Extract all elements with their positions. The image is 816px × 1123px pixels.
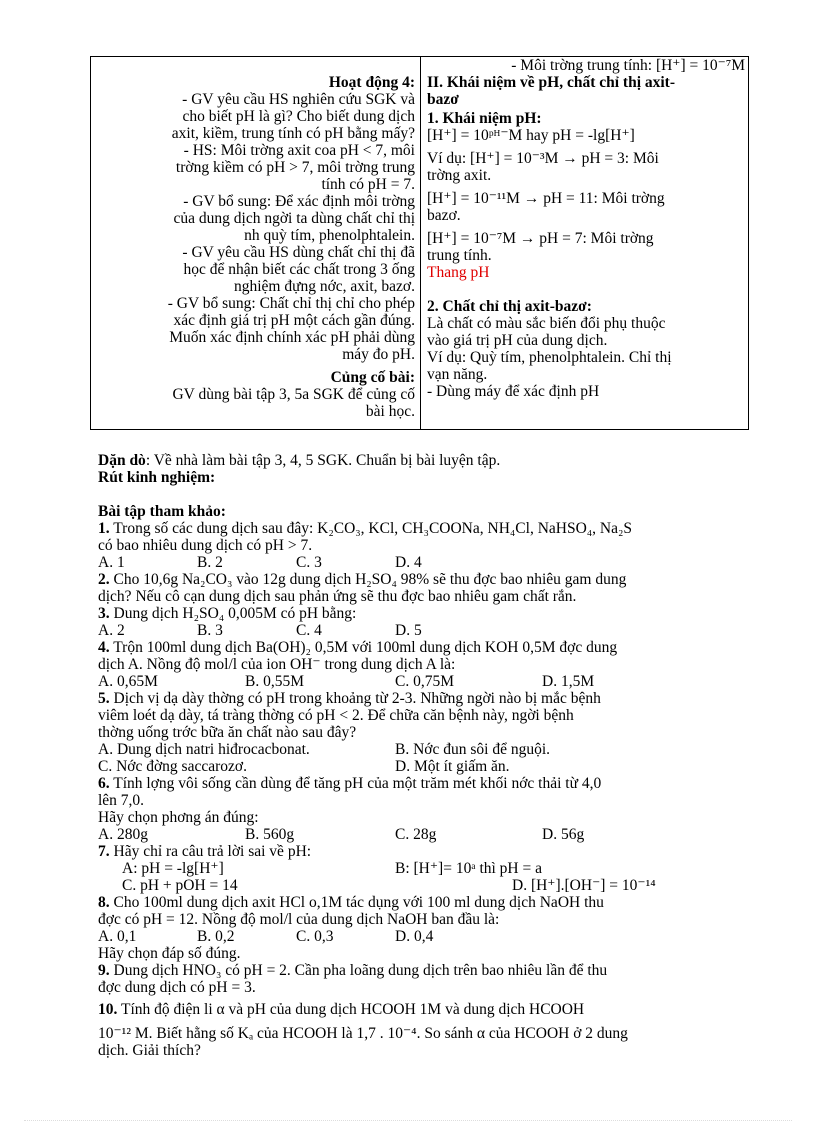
question-8: 8. Cho 100ml dung dịch axit HCl o,1M tác dụng với 100 ml dung dịch NaOH thu (98, 894, 604, 911)
q8-option-c: C. 0,3 (296, 928, 334, 945)
q4-option-d: D. 1,5M (542, 673, 595, 690)
section-title: II. Khái niệm về pH, chất chỉ thị axit- (427, 74, 676, 91)
left-line: axit, kiềm, trung tính có pH bằng mấy? (171, 125, 415, 142)
left-line: nh quỳ tím, phenolphtalein. (244, 227, 415, 244)
page-bottom-rule (24, 1120, 792, 1121)
left-line: - GV yêu cầu HS dùng chất chỉ thị đã (182, 244, 415, 261)
question-6-cont: lên 7,0. (98, 792, 145, 809)
left-line: trờng kiềm có pH > 7, môi trờng trung (175, 159, 415, 176)
q5-option-c: C. Nớc đờng saccarozơ. (98, 758, 247, 775)
lesson-table (90, 56, 749, 430)
table-divider (420, 57, 421, 429)
q7-option-a: A: pH = -lg[H⁺] (122, 860, 224, 877)
ph-definition: [H⁺] = 10ᵖᴴ⁻M hay pH = -lg[H⁺] (427, 127, 635, 144)
left-line: máy đo pH. (342, 346, 415, 363)
example-2-cont: bazơ. (427, 207, 461, 224)
question-6: 6. Tính lợng vôi sống cần dùng để tăng pH của một trăm mét khối nớc thải từ 4,0 (98, 775, 602, 792)
question-6-prompt: Hãy chọn phơng án đúng: (98, 809, 259, 826)
example-3-cont: trung tính. (427, 247, 492, 264)
question-7: 7. Hãy chỉ ra câu trả lời sai về pH: (98, 843, 312, 860)
question-2-cont: dịch? Nếu cô cạn dung dịch sau phản ứng sẽ thu đợc bao nhiêu gam chất rắn. (98, 588, 577, 605)
example-2: [H⁺] = 10⁻¹¹M → pH = 11: Môi trờng (427, 190, 665, 207)
question-1-cont: có bao nhiêu dung dịch có pH > 7. (98, 537, 313, 554)
q6-option-d: D. 56g (542, 826, 585, 843)
question-9-cont: đợc dung dịch có pH = 3. (98, 979, 256, 996)
example-1: Ví dụ: [H⁺] = 10⁻³M → pH = 3: Môi (427, 150, 659, 167)
section-title-cont: bazơ (427, 91, 459, 108)
q1-option-b: B. 2 (197, 554, 223, 571)
question-9: 9. Dung dịch HNO₃ có pH = 2. Cần pha loãng dung dịch trên bao nhiêu lần để thu (98, 962, 608, 979)
left-line: bài học. (365, 403, 415, 420)
left-line: nghiệm đựng nớc, axit, bazơ. (233, 278, 415, 295)
q6-option-a: A. 280g (98, 826, 148, 843)
subheading-indicator: 2. Chất chỉ thị axit-bazơ: (427, 298, 592, 315)
neutral-env-line: - Môi trờng trung tính: [H⁺] = 10⁻⁷M (511, 57, 745, 74)
question-2: 2. Cho 10,6g Na₂CO₃ vào 12g dung dịch H₂SO₄ 98% sẽ thu đợc bao nhiêu gam dung (98, 571, 627, 588)
question-8-cont: đợc có pH = 12. Nồng độ mol/l của dung dịch NaOH ban đầu là: (98, 911, 500, 928)
question-5-cont2: thờng uống trớc bữa ăn chất nào sau đây? (98, 724, 357, 741)
q3-option-b: B. 3 (197, 622, 223, 639)
q6-option-b: B. 560g (245, 826, 295, 843)
q3-option-c: C. 4 (296, 622, 322, 639)
question-10-cont: 10⁻¹² M. Biết hằng số Kₐ của HCOOH là 1,7 . 10⁻⁴. So sánh α của HCOOH ở 2 dung (98, 1025, 628, 1042)
q7-option-b: B: [H⁺]= 10ᵃ thì pH = a (395, 860, 543, 877)
left-line: của dung dịch ngời ta dùng chất chỉ thị (173, 210, 415, 227)
question-5-cont: viêm loét dạ dày, tá tràng thờng có pH < 2. Để chữa căn bệnh này, ngời bệnh (98, 707, 574, 724)
content-column (427, 57, 745, 400)
q6-option-c: C. 28g (395, 826, 437, 843)
indicator-line: Là chất có màu sắc biến đổi phụ thuộc (427, 315, 666, 332)
left-line: tính có pH = 7. (321, 176, 415, 193)
q1-option-a: A. 1 (98, 554, 125, 571)
q1-option-d: D. 4 (395, 554, 422, 571)
question-10-cont2: dịch. Giải thích? (98, 1042, 201, 1059)
left-line: GV dùng bài tập 3, 5a SGK để củng cố (172, 386, 415, 403)
homework-label: Dặn dò (98, 452, 146, 469)
q7-option-c: C. pH + pOH = 14 (122, 877, 238, 894)
indicator-line: - Dùng máy để xác định pH (427, 383, 600, 400)
left-line: Muốn xác định chính xác pH phải dùng (169, 329, 415, 346)
left-line: - GV yêu cầu HS nghiên cứu SGK và (182, 91, 415, 108)
q3-option-d: D. 5 (395, 622, 422, 639)
exercises-title: Bài tập tham khảo: (98, 503, 226, 520)
left-line: - GV bổ sung: Chất chỉ thị chỉ cho phép (167, 295, 415, 312)
q4-option-c: C. 0,75M (395, 673, 454, 690)
question-10: 10. Tính độ điện li α và pH của dung dịch HCOOH 1M và dung dịch HCOOH (98, 1001, 585, 1018)
homework-text: : Về nhà làm bài tập 3, 4, 5 SGK. Chuẩn bị bài luyện tập. (145, 452, 501, 469)
left-line: - GV bổ sung: Để xác định môi trờng (183, 193, 415, 210)
experience-label: Rút kinh nghiệm: (98, 469, 216, 486)
indicator-line: vào giá trị pH của dung dịch. (427, 332, 608, 349)
q8-option-d: D. 0,4 (395, 928, 434, 945)
question-1: 1. Trong số các dung dịch sau đây: K₂CO₃, KCl, CH₃COONa, NH₄Cl, NaHSO₄, Na₂S (98, 520, 633, 537)
question-4-cont: dịch A. Nồng độ mol/l của ion OH⁻ trong dung dịch A là: (98, 656, 456, 673)
q1-option-c: C. 3 (296, 554, 322, 571)
left-line: cho biết pH là gì? Cho biết dung dịch (182, 108, 415, 125)
q4-option-a: A. 0,65M (98, 673, 158, 690)
indicator-line: Ví dụ: Quỳ tím, phenolphtalein. Chỉ thị (427, 349, 672, 366)
q8-option-a: A. 0,1 (98, 928, 137, 945)
homework-line (98, 452, 758, 469)
q3-option-a: A. 2 (98, 622, 125, 639)
question-5: 5. Dịch vị dạ dày thờng có pH trong khoảng từ 2-3. Những ngời nào bị mắc bệnh (98, 690, 601, 707)
activity-title: Hoạt động 4: (328, 74, 415, 91)
q5-option-a: A. Dung dịch natri hiđrocacbonat. (98, 741, 310, 758)
q7-option-d: D. [H⁺].[OH⁻] = 10⁻¹⁴ (512, 877, 656, 894)
left-line: học để nhận biết các chất trong 3 ống (183, 261, 415, 278)
left-line: xác định giá trị pH một cách gần đúng. (173, 312, 415, 329)
q4-option-b: B. 0,55M (245, 673, 304, 690)
example-3: [H⁺] = 10⁻⁷M → pH = 7: Môi trờng (427, 230, 654, 247)
ph-scale-link[interactable]: Thang pH (427, 264, 490, 281)
subheading-ph: 1. Khái niệm pH: (427, 110, 542, 127)
left-line: - HS: Môi trờng axit coa pH < 7, môi (183, 142, 415, 159)
question-3: 3. Dung dịch H₂SO₄ 0,005M có pH bằng: (98, 605, 357, 622)
example-1-cont: trờng axit. (427, 167, 492, 184)
q8-option-b: B. 0,2 (197, 928, 235, 945)
consolidate-title: Củng cố bài: (330, 369, 415, 386)
teacher-activity-column (95, 57, 415, 420)
indicator-line: vạn năng. (427, 366, 488, 383)
question-8-prompt: Hãy chọn đáp số đúng. (98, 945, 241, 962)
q5-option-b: B. Nớc đun sôi để nguội. (395, 741, 551, 758)
q5-option-d: D. Một ít giấm ăn. (395, 758, 510, 775)
question-4: 4. Trộn 100ml dung dịch Ba(OH)₂ 0,5M với 100ml dung dịch KOH 0,5M đợc dung (98, 639, 618, 656)
